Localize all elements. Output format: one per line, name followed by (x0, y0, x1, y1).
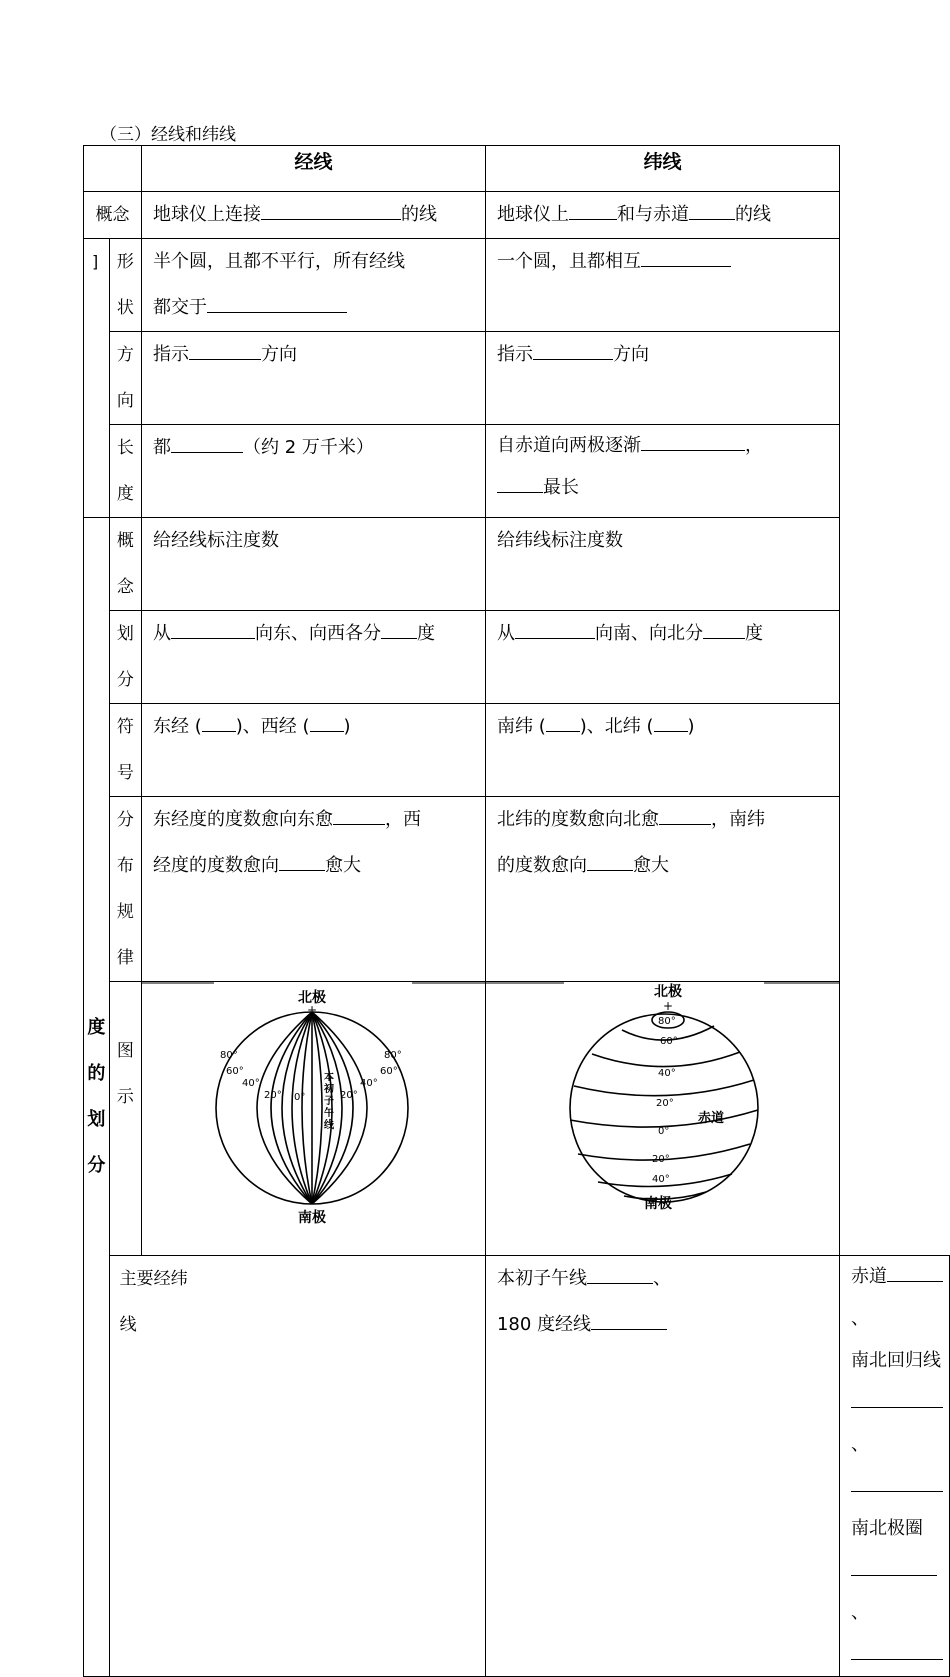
degree-label: 80° (219, 1050, 238, 1061)
direction-wx: 指示 方向 (485, 332, 839, 425)
row-distribution (84, 797, 950, 982)
label-direction: 方向 (109, 332, 141, 425)
degree-label: 0° (657, 1126, 670, 1137)
north-pole-label: 北极 (653, 984, 682, 1000)
degree-label: 40° (651, 1174, 670, 1185)
north-pole-label: 北极 (297, 990, 326, 1006)
svg-text:+: + (306, 1003, 318, 1017)
main-wx: 赤道、 南北回归线、 南北极圈、 (840, 1256, 950, 1677)
degree-label: 40° (359, 1078, 378, 1089)
degree-label: 20° (655, 1098, 674, 1109)
label-division: 划分 (109, 611, 141, 704)
label-shape: 形状 (109, 239, 141, 332)
label-length: 长度 (109, 425, 141, 518)
blank (333, 806, 385, 825)
blank (533, 341, 613, 360)
blank (689, 201, 735, 220)
diagram-jx-cell (141, 982, 485, 1256)
row-concept (84, 192, 950, 239)
diagram-wx-cell (485, 982, 839, 1256)
division-jx: 从 向东、向西各分 度 (141, 611, 485, 704)
blank (497, 474, 543, 493)
header-row (84, 146, 950, 192)
row-shape (84, 239, 950, 332)
south-pole-label: 南极 (643, 1196, 672, 1212)
degree-label: 60° (379, 1066, 398, 1077)
blank (189, 341, 261, 360)
header-jingxian: 经线 (141, 146, 485, 192)
degree-label: 80° (657, 1016, 676, 1027)
degree-label: 20° (651, 1154, 670, 1165)
division-wx: 从 向南、向北分 度 (485, 611, 839, 704)
concept-wx: 地球仪上 和与赤道 的线 (485, 192, 839, 239)
blank (515, 620, 595, 639)
blank (641, 432, 745, 451)
blank (587, 1265, 653, 1284)
blank (851, 1473, 943, 1492)
row-length (84, 425, 950, 518)
label-concept: 概念 (84, 192, 142, 239)
symbol-wx: 南纬 ( )、北纬 ( ) (485, 704, 839, 797)
length-wx: 自赤道向两极逐渐 ， 最长 (485, 425, 839, 518)
blank (587, 852, 633, 871)
main-jx: 本初子午线 、 180 度经线 (485, 1256, 839, 1677)
blank (171, 434, 243, 453)
blank (207, 294, 347, 313)
blank (851, 1389, 943, 1408)
label-diagram: 图示 (109, 982, 141, 1256)
prime-meridian-char: 子 (323, 1096, 334, 1107)
blank (546, 713, 580, 732)
concept-jx: 地球仪上连接 的线 (141, 192, 485, 239)
bracket-mark: ] (84, 239, 110, 518)
blank (703, 620, 745, 639)
row-label-degree (84, 518, 950, 611)
shape-jx: 半个圆，且都不平行，所有经线 都交于 (141, 239, 485, 332)
degree-label: 20° (263, 1090, 282, 1101)
svg-text:+: + (662, 999, 674, 1013)
row-diagram (84, 982, 950, 1256)
blank (202, 713, 236, 732)
direction-jx: 指示 方向 (141, 332, 485, 425)
prime-meridian-char: 本 (323, 1072, 334, 1083)
prime-meridian-char: 午 (323, 1108, 334, 1119)
parallels-globe-diagram (486, 982, 839, 1254)
degree-label: 60° (225, 1066, 244, 1077)
blank (659, 806, 711, 825)
blank (851, 1641, 943, 1660)
deg-concept-wx: 给纬线标注度数 (485, 518, 839, 611)
blank (569, 201, 617, 220)
section-heading: （三）经线和纬线 (100, 125, 236, 145)
header-weixian: 纬线 (485, 146, 839, 192)
degree-label: 20° (339, 1090, 358, 1101)
degree-label: 0° (293, 1092, 306, 1103)
distribution-wx: 北纬的度数愈向北愈 ，南纬 的度数愈向 愈大 (485, 797, 839, 982)
symbol-jx: 东经 ( )、西经 ( ) (141, 704, 485, 797)
label-deg-concept: 概念 (109, 518, 141, 611)
meridians-globe-diagram (142, 982, 485, 1254)
blank (851, 1557, 937, 1576)
label-main-lines: 主要经纬 线 (109, 1256, 485, 1677)
blank (381, 620, 417, 639)
label-distribution: 分布 规律 (109, 797, 141, 982)
row-direction (84, 332, 950, 425)
label-symbol: 符号 (109, 704, 141, 797)
prime-meridian-char: 线 (323, 1120, 334, 1131)
blank (887, 1263, 943, 1282)
row-main-lines (84, 1256, 950, 1677)
blank (279, 852, 325, 871)
blank (261, 201, 401, 220)
blank (591, 1311, 667, 1330)
row-division (84, 611, 950, 704)
blank (171, 620, 255, 639)
blank (641, 248, 731, 267)
length-jx: 都 （约 2 万千米） (141, 425, 485, 518)
degree-division-group: 度 的 划 分 (84, 518, 110, 1677)
equator-label: 赤道 (697, 1111, 724, 1126)
distribution-jx: 东经度的度数愈向东愈 ，西 经度的度数愈向 愈大 (141, 797, 485, 982)
deg-concept-jx: 给经线标注度数 (141, 518, 485, 611)
degree-label: 80° (383, 1050, 402, 1061)
prime-meridian-char: 初 (323, 1084, 334, 1095)
blank (310, 713, 344, 732)
blank (654, 713, 688, 732)
south-pole-label: 南极 (297, 1210, 326, 1226)
shape-wx: 一个圆，且都相互 (485, 239, 839, 332)
row-symbol (84, 704, 950, 797)
degree-label: 40° (241, 1078, 260, 1089)
degree-label: 40° (657, 1068, 676, 1079)
meridian-parallel-table (83, 145, 950, 1677)
degree-label: 60° (659, 1036, 678, 1047)
